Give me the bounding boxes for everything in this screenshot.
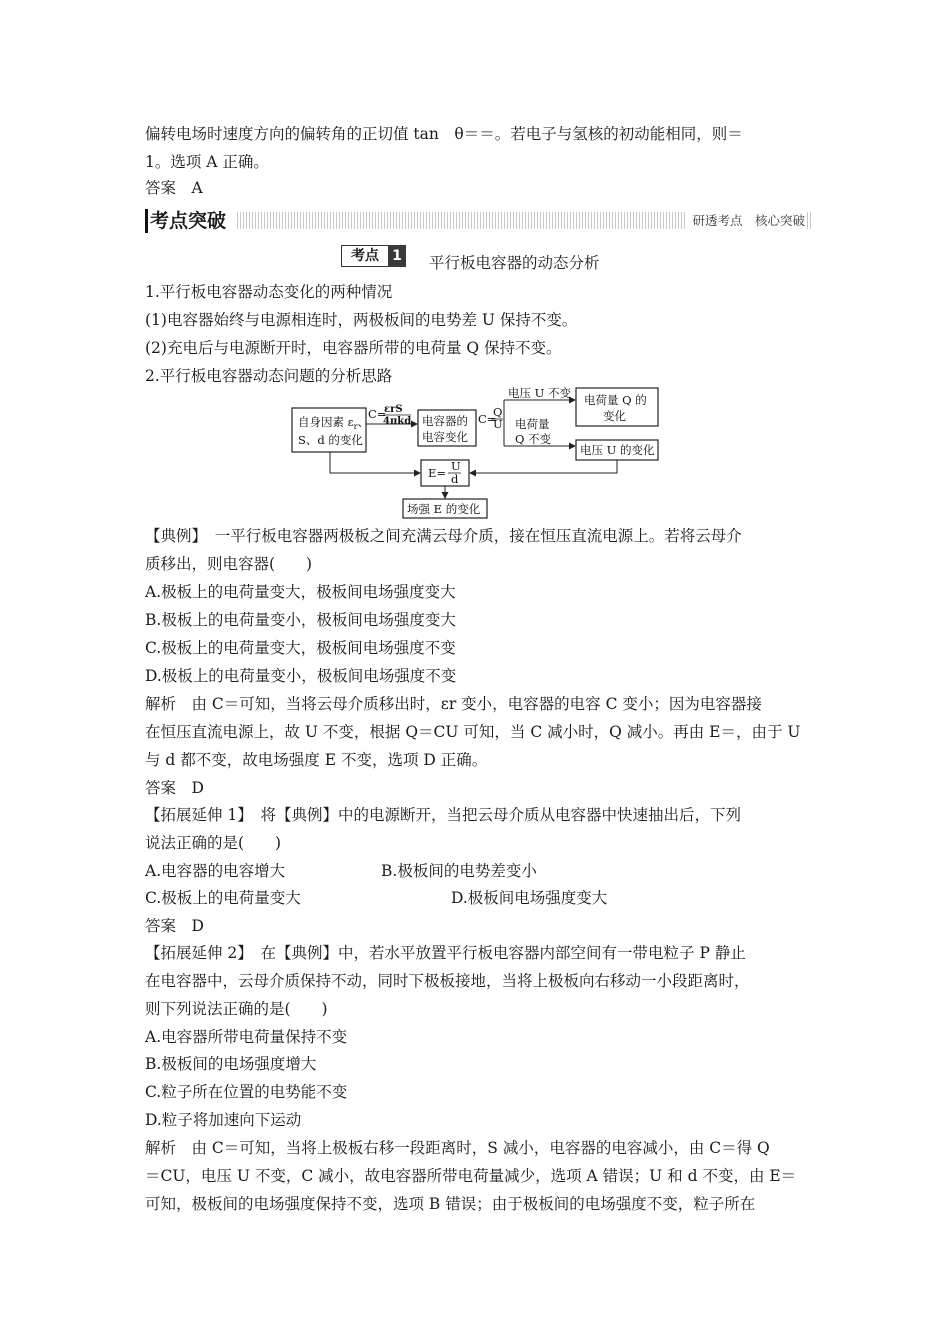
section-title: 考点突破 [145, 209, 232, 233]
solution-line: 在恒压直流电源上，故 U 不变，根据 Q＝CU 可知，当 C 减小时，Q 减小。再由 E＝，由于 U [145, 723, 801, 741]
formula-capacitance-2-num: Q [493, 405, 503, 419]
formula-capacitance-1-den: 4πkd [383, 416, 412, 427]
option-d: D.极板上的电荷量变小，极板间电场强度不变 [145, 667, 457, 685]
solution-line: 与 d 都不变，故电场强度 E 不变，选项 D 正确。 [145, 751, 488, 769]
text-line: 1。选项 A 正确。 [145, 153, 269, 171]
formula-capacitance-1-num: εrS [384, 404, 403, 415]
heading-1: 1.平行板电容器动态变化的两种情况 [145, 283, 393, 301]
analysis-flow-diagram [290, 386, 670, 520]
example-question: 质移出，则电容器( ) [145, 555, 313, 573]
label-charge-constant-2: Q 不变 [515, 432, 552, 446]
option-b: B.极板间的电场强度增大 [145, 1055, 317, 1073]
formula-field: E= [428, 466, 447, 480]
solution-line: 解析 由 C＝可知，当将云母介质移出时，εr 变小，电容器的电容 C 变小；因为电容器接 [145, 695, 762, 713]
option-d: D.极板间电场强度变大 [451, 889, 608, 907]
option-c: C.极板上的电荷量变大，极板间电场强度不变 [145, 639, 456, 657]
formula-capacitance-1: C= [368, 407, 387, 421]
option-b: B.极板间的电势差变小 [381, 862, 537, 880]
example-question: 【典例】 一平行板电容器两极板之间充满云母介质，接在恒压直流电源上。若将云母介 [145, 527, 742, 545]
section-header [145, 209, 813, 233]
option-c: C.粒子所在位置的电势能不变 [145, 1083, 348, 1101]
extension-question: 在电容器中，云母介质保持不动，同时下极板接地，当将上极板向右移动一小段距离时， [145, 972, 750, 990]
option-b: B.极板上的电荷量变小，极板间电场强度变大 [145, 611, 456, 629]
extension-question: 【拓展延伸 1】 将【典例】中的电源断开，当把云母介质从电容器中快速抽出后，下列 [145, 806, 742, 824]
diagram-box-factors-line1: 自身因素 $\varepsilon_r$、 [298, 415, 369, 431]
label-voltage-constant: 电压 U 不变 [508, 386, 572, 400]
solution-line: 可知，极板间的电场强度保持不变，选项 B 错误；由于极板间的电场强度不变，粒子所在 [145, 1195, 756, 1213]
diagram-box-capacitance-line1: 电容器的 [422, 414, 468, 428]
paragraph: (1)电容器始终与电源相连时，两极板间的电势差 U 保持不变。 [145, 311, 578, 329]
option-a: A.电容器所带电荷量保持不变 [145, 1028, 348, 1046]
formula-capacitance-2-den: U [493, 417, 503, 431]
formula-capacitance-2: C= [478, 412, 497, 426]
heading-2: 2.平行板电容器动态问题的分析思路 [145, 367, 393, 385]
topic-label-box: 考点 [341, 245, 389, 267]
diagram-box-charge-change-line2: 变化 [603, 409, 626, 423]
topic-number: 1 [388, 245, 406, 267]
answer-line: 答案 D [145, 917, 204, 935]
extension-question: 说法正确的是( ) [145, 834, 282, 852]
formula-field-num: U [451, 459, 461, 473]
diagram-box-charge-change-line1: 电荷量 Q 的 [584, 393, 647, 407]
option-a: A.电容器的电容增大 [145, 862, 286, 880]
solution-line: ＝CU，电压 U 不变，C 减小，故电容器所带电荷量减少，选项 A 错误；U 和 d 不变，由 E＝ [145, 1167, 797, 1185]
solution-line: 解析 由 C＝可知，当将上极板右移一段距离时，S 减小，电容器的电容减小，由 C＝得 Q [145, 1139, 770, 1157]
extension-question: 则下列说法正确的是( ) [145, 1000, 328, 1018]
text-line: 偏转电场时速度方向的偏转角的正切值 tan θ＝＝。若电子与氢核的初动能相同，则＝ [145, 125, 743, 143]
diagram-box-voltage-change-label: 电压 U 的变化 [580, 443, 655, 457]
extension-question: 【拓展延伸 2】 在【典例】中，若水平放置平行板电容器内部空间有一带电粒子 P 静止 [145, 944, 746, 962]
answer-line: 答案 D [145, 779, 204, 797]
option-d: D.粒子将加速向下运动 [145, 1111, 302, 1129]
formula-field-den: d [451, 472, 459, 486]
topic-title: 平行板电容器的动态分析 [429, 254, 600, 272]
paragraph: (2)充电后与电源断开时，电容器所带的电荷量 Q 保持不变。 [145, 339, 562, 357]
diagram-box-factors-line2: S、d 的变化 [298, 433, 363, 447]
diagram-box-field-change-label: 场强 E 的变化 [407, 502, 481, 516]
answer-line: 答案 A [145, 179, 203, 197]
label-charge-constant-1: 电荷量 [515, 417, 550, 431]
option-a: A.极板上的电荷量变大，极板间电场强度变大 [145, 583, 456, 601]
diagram-box-capacitance-line2: 电容变化 [422, 430, 468, 444]
option-c: C.极板上的电荷量变大 [145, 889, 301, 907]
section-subtitle: 研透考点 核心突破 [686, 211, 807, 231]
